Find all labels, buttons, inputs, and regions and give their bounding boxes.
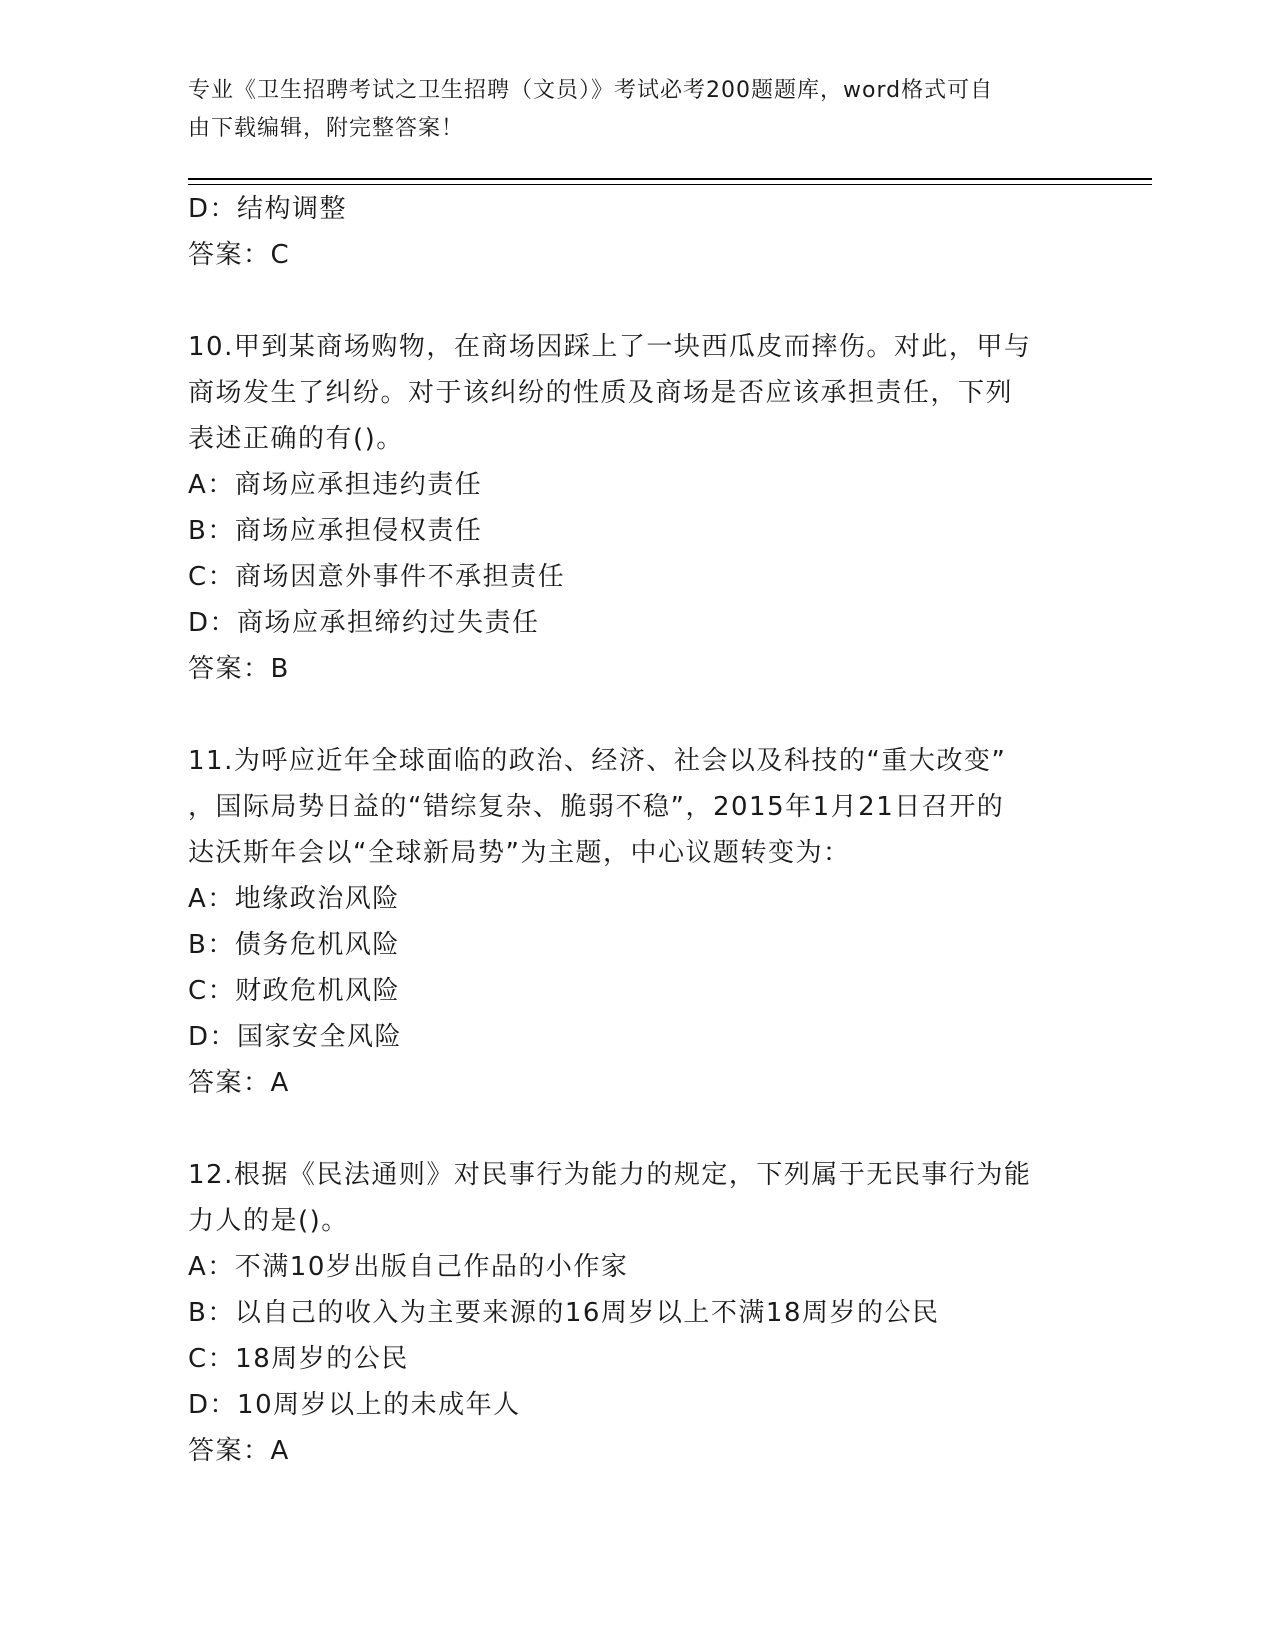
spacer — [188, 1106, 1088, 1152]
answer-line: 答案：B — [188, 654, 290, 684]
question-stem-line: 商场发生了纠纷。对于该纠纷的性质及商场是否应该承担责任，下列 — [188, 378, 1014, 408]
question-stem-line: 10.甲到某商场购物，在商场因踩上了一块西瓜皮而摔伤。对此，甲与 — [188, 332, 1032, 362]
header-rule-thick — [188, 178, 1152, 180]
spacer — [188, 692, 1088, 738]
option-a: A：商场应承担违约责任 — [188, 470, 483, 500]
option-b: B：债务危机风险 — [188, 930, 400, 960]
question-stem-line: 力人的是()。 — [188, 1206, 349, 1236]
option-b: B：商场应承担侵权责任 — [188, 516, 483, 546]
question-11 — [188, 738, 1088, 1106]
option-b: B：以自己的收入为主要来源的16周岁以上不满18周岁的公民 — [188, 1298, 940, 1328]
question-10 — [188, 324, 1088, 692]
option-a: A：不满10岁出版自己作品的小作家 — [188, 1252, 629, 1282]
answer-line: 答案：C — [188, 240, 291, 270]
header-line-2: 由下载编辑，附完整答案！ — [188, 116, 465, 141]
option-a: A：地缘政治风险 — [188, 884, 400, 914]
question-content — [188, 186, 1088, 1474]
option-d: D：结构调整 — [188, 194, 348, 224]
option-d: D：10周岁以上的未成年人 — [188, 1390, 521, 1420]
spacer — [188, 278, 1088, 324]
question-stem-line: 11.为呼应近年全球面临的政治、经济、社会以及科技的“重大改变” — [188, 746, 1007, 776]
option-d: D：国家安全风险 — [188, 1022, 403, 1052]
question-stem-line: 表述正确的有()。 — [188, 424, 404, 454]
option-c: C：商场因意外事件不承担责任 — [188, 562, 566, 592]
document-header — [188, 72, 1068, 148]
question-stem-line: 12.根据《民法通则》对民事行为能力的规定，下列属于无民事行为能 — [188, 1160, 1032, 1190]
question-stem-line: ，国际局势日益的“错综复杂、脆弱不稳”，2015年1月21日召开的 — [188, 792, 1005, 822]
header-rule-thin — [188, 184, 1152, 185]
answer-line: 答案：A — [188, 1068, 290, 1098]
question-12 — [188, 1152, 1088, 1474]
option-c: C：财政危机风险 — [188, 976, 401, 1006]
option-c: C：18周岁的公民 — [188, 1344, 409, 1374]
option-d: D：商场应承担缔约过失责任 — [188, 608, 540, 638]
answer-line: 答案：A — [188, 1436, 290, 1466]
header-line-1: 专业《卫生招聘考试之卫生招聘（文员）》考试必考200题题库，word格式可自 — [188, 78, 994, 103]
question-stem-line: 达沃斯年会以“全球新局势”为主题，中心议题转变为： — [188, 838, 851, 868]
